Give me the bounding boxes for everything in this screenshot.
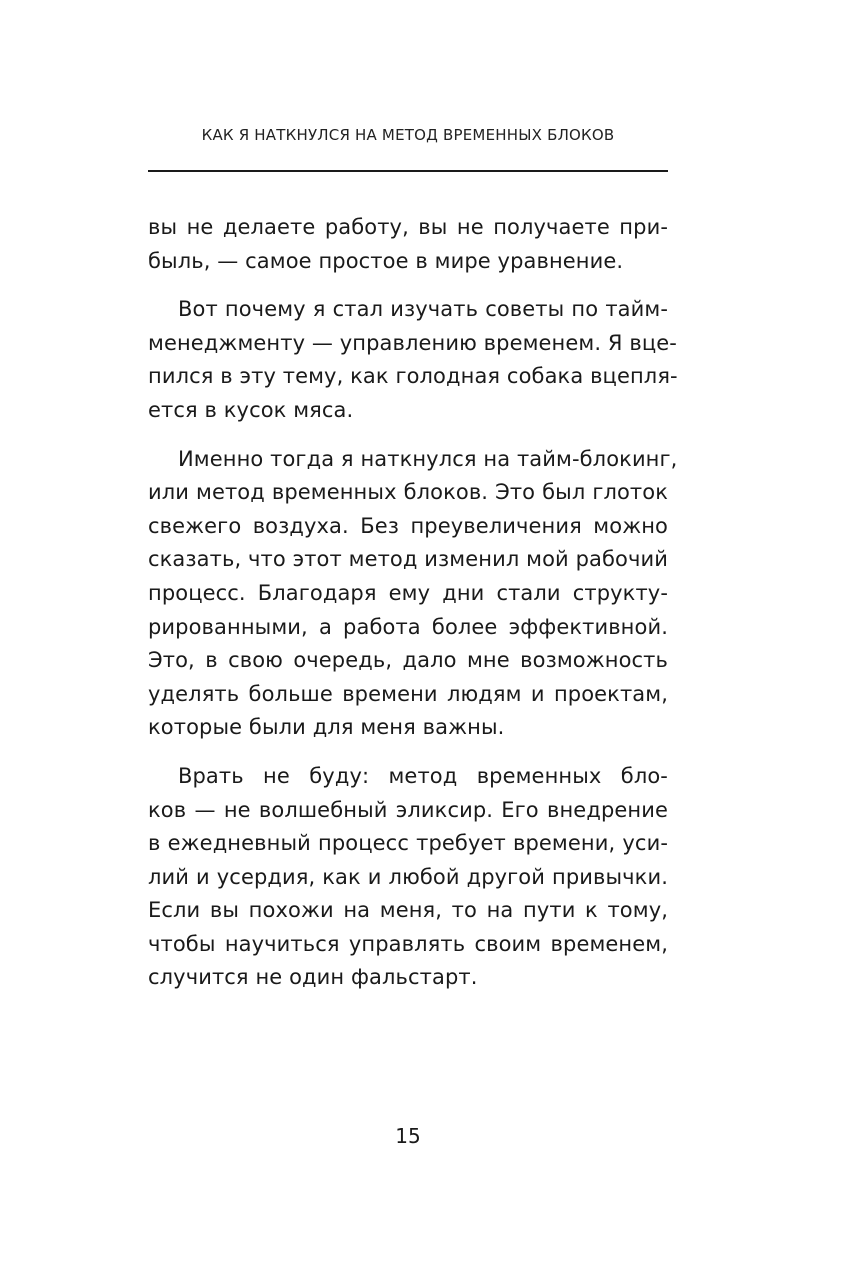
- text-line: Именно тогда я наткнулся на тайм-блокинг,: [178, 446, 678, 471]
- text-line: процесс. Благодаря ему дни стали структу-: [148, 580, 668, 605]
- text-line: быль, — самое простое в мире уравнение.: [148, 248, 624, 273]
- text-line: которые были для меня важны.: [148, 715, 505, 740]
- text-line: пился в эту тему, как голодная собака вцепля-: [148, 364, 678, 389]
- text-line: свежего воздуха. Без преувеличения можно: [148, 513, 668, 538]
- paragraph-1: [148, 211, 668, 278]
- text-line: вы не делаете работу, вы не получаете при-: [148, 215, 668, 239]
- paragraph-gap: [148, 278, 668, 293]
- text-line: Это, в свою очередь, дало мне возможность: [148, 648, 668, 673]
- paragraph-3: [148, 443, 678, 745]
- text-line: Если вы похожи на меня, то на пути к тому,: [148, 898, 668, 923]
- text-line: Врать не буду: метод временных бло-: [178, 763, 668, 788]
- text-line: уделять больше времени людям и проектам,: [148, 681, 668, 706]
- header-rule: [148, 170, 668, 172]
- paragraph-gap: [148, 428, 668, 443]
- body-text: [148, 211, 678, 995]
- text-line: сказать, что этот метод изменил мой рабочий: [148, 547, 668, 572]
- text-line: менеджменту — управлению временем. Я вце-: [148, 330, 677, 355]
- text-line: случится не один фальстарт.: [148, 965, 478, 990]
- text-line: или метод временных блоков. Это был глоток: [148, 480, 668, 505]
- text-line: ется в кусок мяса.: [148, 397, 354, 422]
- text-line: в ежедневный процесс требует времени, уси-: [148, 831, 668, 856]
- text-line: рированными, а работа более эффективной.: [148, 614, 668, 639]
- text-line: чтобы научиться управлять своим временем,: [148, 931, 668, 956]
- text-line: ков — не волшебный эликсир. Его внедрение: [148, 797, 668, 822]
- paragraph-2: [148, 293, 678, 427]
- text-line: Вот почему я стал изучать советы по тайм-: [178, 297, 668, 322]
- text-line: лий и усердия, как и любой другой привычки.: [148, 864, 668, 889]
- page-number: 15: [395, 1124, 421, 1148]
- paragraph-4: [148, 760, 668, 995]
- running-head: КАК Я НАТКНУЛСЯ НА МЕТОД ВРЕМЕННЫХ БЛОКОВ: [201, 126, 615, 144]
- paragraph-gap: [148, 745, 668, 760]
